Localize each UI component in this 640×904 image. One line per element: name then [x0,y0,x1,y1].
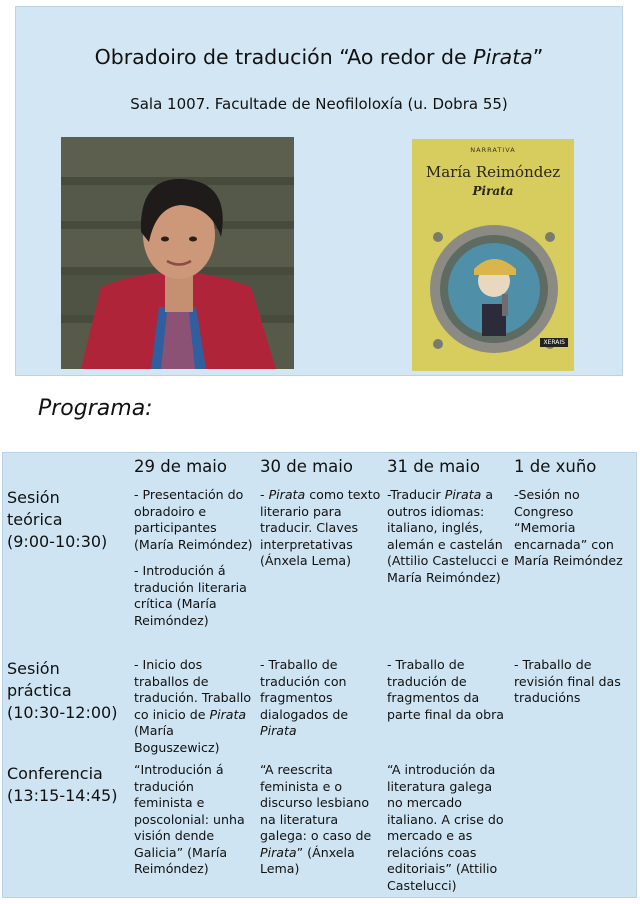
schedule-entry: “A introdución da literatura galega no mercado italiano. A crise do mercado e as relacións coas editoriais” (Attilio Castelucci) [387,762,504,893]
schedule-entry: “Introdución á tradución feminista e poscolonial: unha visión dende Galicia” (María Reimóndez) [134,762,245,876]
book-title-italic: Pirata [209,706,247,722]
schedule-cell [260,762,382,888]
book-series-label: NARRATIVA [470,146,516,154]
publisher-logo: XERAIS [540,338,568,347]
book-title-italic: Pirata [268,487,306,502]
schedule-cell [134,762,256,888]
schedule-entry: - Presentación do obradoiro e participantes (María Reimóndez) [134,487,253,552]
schedule-cell [260,487,382,580]
schedule-cell [387,657,510,733]
schedule-cell [514,487,630,580]
event-title: Obradoiro de tradución “Ao redor de Pirata” [94,45,544,69]
book-title-italic: Pirata [260,723,297,738]
schedule-entry: - Traballo de tradución con fragmentos dialogados de Pirata [260,657,349,738]
schedule-cell [387,762,510,904]
book-title: Pirata [472,184,514,198]
book-title-italic: Pirata [260,844,297,860]
schedule-cell [514,657,630,717]
book-author: María Reimóndez [425,163,561,181]
author-portrait-image [61,137,294,369]
day-header: 1 de xuño [514,457,597,476]
schedule-entry: - Traballo de revisión final das traducións [514,657,621,705]
day-header: 29 de maio [134,457,227,476]
schedule-table [2,452,637,898]
schedule-entry: - Introdución á tradución literaria crítica (María Reimóndez) [134,563,247,628]
schedule-entry: - Traballo de tradución de fragmentos da parte final da obra [387,657,505,722]
book-title-italic: Pirata [444,487,482,502]
schedule-entry: “A reescrita feminista e o discurso lesbiano na literatura galega: o caso de Pirata” (Ánxela Lema) [260,762,372,876]
schedule-entry: - Inicio dos traballos de tradución. Traballo co inicio de Pirata (María Boguszewicz) [134,657,252,755]
day-header: 30 de maio [260,457,353,476]
schedule-cell [134,487,256,639]
schedule-entry: - Pirata como texto literario para traducir. Claves interpretativas (Ánxela Lema) [260,487,381,568]
schedule-cell [387,487,510,596]
schedule-entry: -Traducir Pirata a outros idiomas: italiano, inglés, alemán e castelán (Attilio Castelucci e María Reimóndez) [387,487,509,585]
schedule-cell [260,657,382,750]
book-cover [412,139,574,371]
header-banner [15,6,623,376]
row-label-session-practice: Sesión práctica (10:30-12:00) [7,659,118,722]
schedule-cell [134,657,256,766]
program-heading: Programa: [38,396,153,421]
day-header: 31 de maio [387,457,480,476]
row-label-session-theory: Sesión teórica (9:00-10:30) [7,488,108,551]
event-venue: Sala 1007. Facultade de Neofiloloxía (u. Dobra 55) [130,95,508,113]
row-label-conference: Conferencia (13:15-14:45) [7,764,118,805]
author-photo [61,137,294,369]
schedule-entry: -Sesión no Congreso “Memoria encarnada” con María Reimóndez [514,487,623,568]
